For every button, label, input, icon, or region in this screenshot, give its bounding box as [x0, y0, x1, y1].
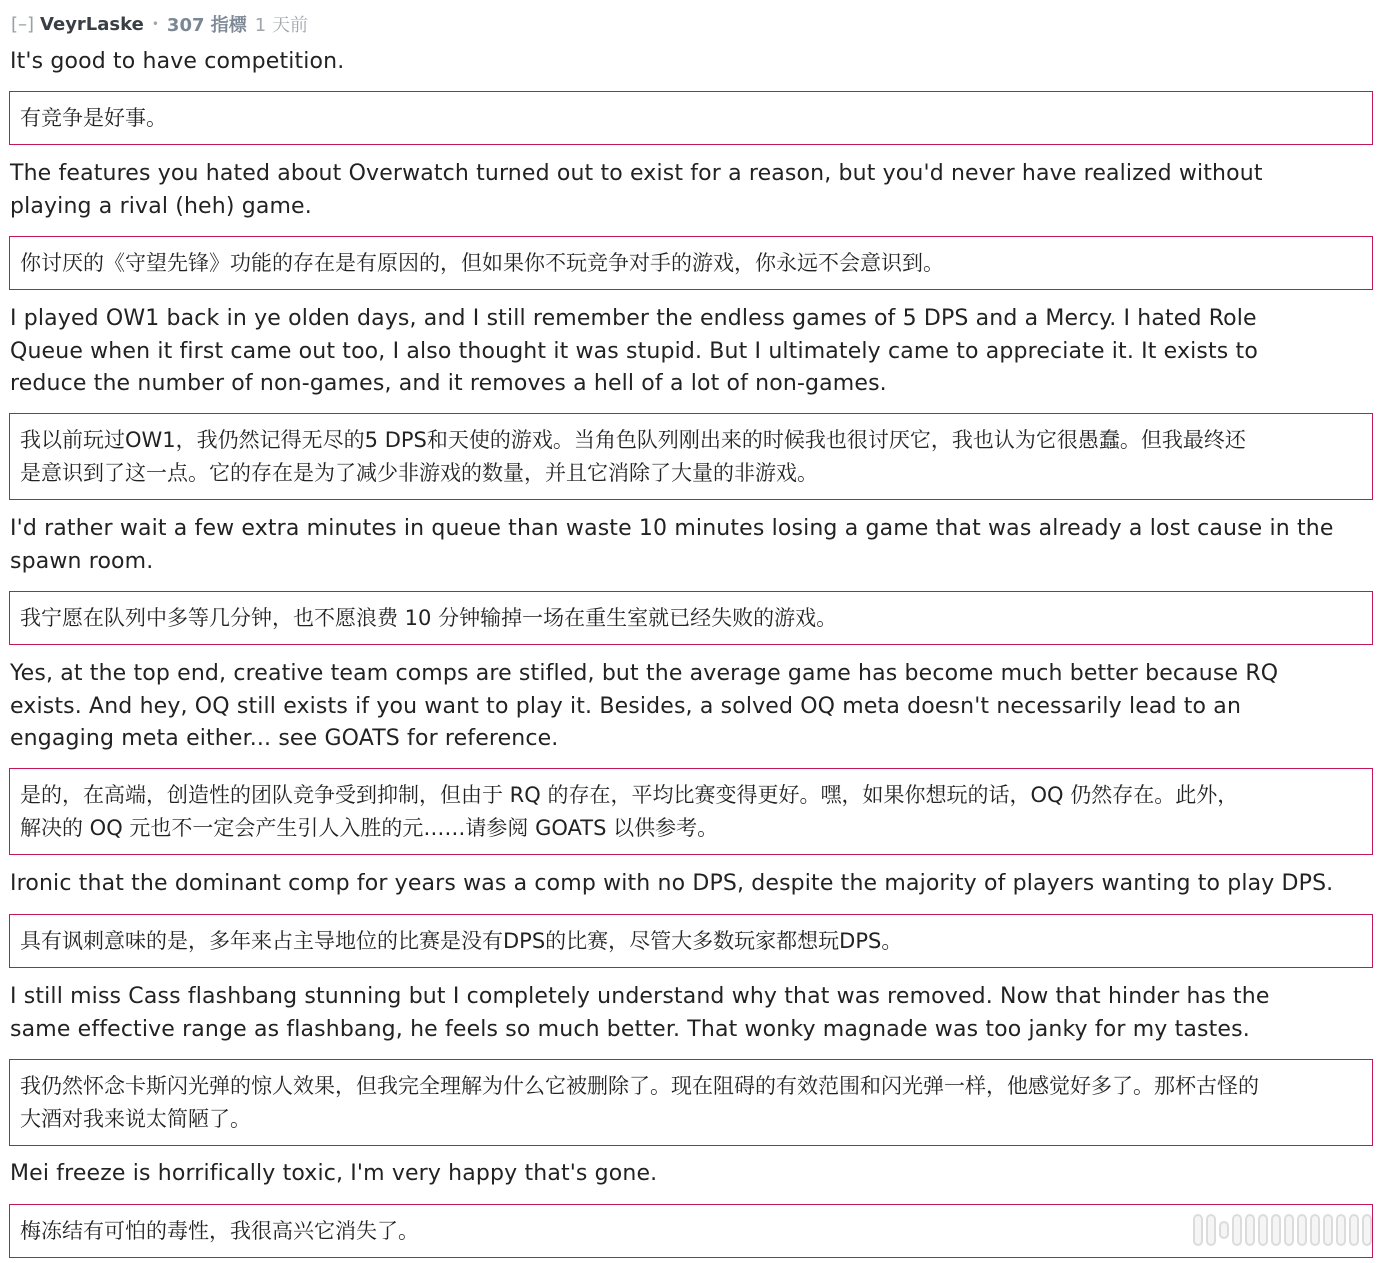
english-paragraph [10, 303, 1385, 401]
translation-line: 我宁愿在队列中多等几分钟，也不愿浪费 10 分钟输掉一场在重生室就已经失败的游戏。 [20, 606, 838, 630]
english-line: Mei freeze is horrifically toxic, I'm very happy that's gone. [10, 1161, 658, 1186]
english-line: engaging meta either... see GOATS for reference. [10, 726, 559, 751]
translation-line: 梅冻结有可怕的毒性，我很高兴它消失了。 [20, 1219, 419, 1243]
english-line: It's good to have competition. [10, 49, 345, 74]
translation-box [9, 768, 1373, 855]
english-line: Yes, at the top end, creative team comps are stifled, but the average game has become much better because RQ [10, 661, 1279, 686]
english-line: playing a rival (heh) game. [10, 193, 312, 219]
translation-box [9, 91, 1373, 145]
english-line: reduce the number of non-games, and it removes a hell of a lot of non-games. [10, 371, 887, 396]
watermark-bars-icon [1193, 1214, 1372, 1246]
english-paragraph [10, 981, 1385, 1046]
english-paragraph [10, 158, 1385, 223]
comment-time: 1 天前 [254, 15, 308, 36]
english-line: same effective range as flashbang, he feels so much better. That wonky magnade was too janky for my tastes. [10, 1016, 1250, 1042]
translation-line: 是意识到了这一点。它的存在是为了减少非游戏的数量，并且它消除了大量的非游戏。 [20, 460, 818, 485]
translation-line: 我仍然怀念卡斯闪光弹的惊人效果，但我完全理解为什么它被删除了。现在阻碍的有效范围和闪光弹一样，他感觉好多了。那杯古怪的 [20, 1074, 1259, 1098]
translation-box [9, 1204, 1373, 1258]
comment-score: 307 指標 [166, 15, 247, 36]
english-paragraph [10, 513, 1385, 578]
english-paragraph [10, 658, 1385, 756]
translation-line: 我以前玩过OW1，我仍然记得无尽的5 DPS和天使的游戏。当角色队列刚出来的时候我也很讨厌它，我也认为它很愚蠢。但我最终还 [20, 428, 1246, 452]
separator-dot: • [151, 17, 159, 31]
english-line: spawn room. [10, 548, 154, 574]
collapse-toggle[interactable]: [–] [11, 13, 35, 35]
comment-header [11, 12, 308, 36]
english-paragraph [10, 1158, 1385, 1191]
english-line: I'd rather wait a few extra minutes in queue than waste 10 minutes losing a game that was already a lost cause in the [10, 516, 1334, 541]
translation-line: 是的，在高端，创造性的团队竞争受到抑制，但由于 RQ 的存在，平均比赛变得更好。嘿，如果你想玩的话，OQ 仍然存在。此外， [20, 783, 1239, 807]
english-paragraph [10, 868, 1385, 901]
translation-line: 有竞争是好事。 [20, 106, 167, 130]
english-line: The features you hated about Overwatch turned out to exist for a reason, but you'd never have realized without [10, 161, 1263, 186]
watermark [1193, 1207, 1389, 1253]
comment-author[interactable]: VeyrLaske [40, 13, 144, 35]
translation-line: 大酒对我来说太简陋了。 [20, 1106, 251, 1131]
translation-box [9, 914, 1373, 968]
english-line: Queue when it first came out too, I also thought it was stupid. But I ultimately came to appreciate it. It exists to [10, 338, 1258, 364]
translation-box [9, 591, 1373, 645]
translation-line: 解决的 OQ 元也不一定会产生引人入胜的元……请参阅 GOATS 以供参考。 [20, 815, 719, 840]
english-line: I still miss Cass flashbang stunning but I completely understand why that was removed. Now that hinder has the [10, 984, 1270, 1009]
translation-box [9, 236, 1373, 290]
english-paragraph [10, 46, 1385, 79]
english-line: exists. And hey, OQ still exists if you want to play it. Besides, a solved OQ meta doesn't necessarily lead to an [10, 693, 1242, 719]
english-line: I played OW1 back in ye olden days, and I still remember the endless games of 5 DPS and a Mercy. I hated Role [10, 306, 1257, 331]
translation-box [9, 1059, 1373, 1146]
translation-line: 具有讽刺意味的是，多年来占主导地位的比赛是没有DPS的比赛，尽管大多数玩家都想玩DPS。 [20, 929, 903, 953]
translation-box [9, 413, 1373, 500]
translation-line: 你讨厌的《守望先锋》功能的存在是有原因的，但如果你不玩竞争对手的游戏，你永远不会意识到。 [20, 251, 944, 275]
english-line: Ironic that the dominant comp for years was a comp with no DPS, despite the majority of players wanting to play DPS. [10, 871, 1334, 896]
